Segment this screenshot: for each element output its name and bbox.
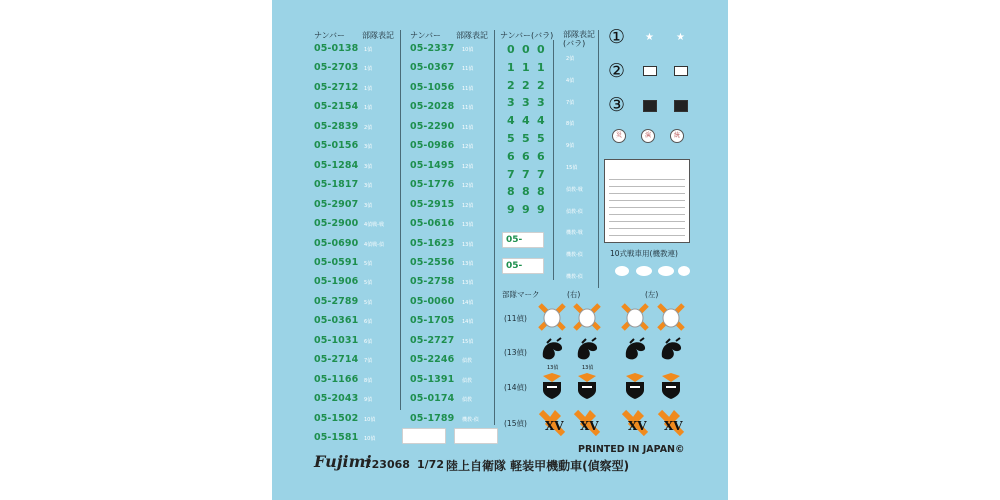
svg-text:XV: XV: [580, 419, 599, 433]
digit-decal: 2: [507, 78, 515, 92]
unit-decal: 2偵: [566, 56, 575, 62]
unit-decal: 10偵: [462, 47, 474, 53]
number-decal: 05-0138: [314, 43, 359, 54]
digit-decal: 4: [537, 114, 545, 128]
unit-decal: 4偵戦-戦: [364, 222, 384, 229]
emblem-caption: 13偵: [582, 365, 594, 371]
number-decal: 05-0616: [410, 218, 455, 230]
digit-decal: 5: [537, 132, 545, 145]
unit-decal: 3偵: [364, 163, 373, 170]
number-decal: 05-2907: [314, 198, 359, 210]
unit-decal: 11偵: [462, 105, 474, 112]
svg-text:XV: XV: [628, 419, 647, 433]
unit-decal: 9偵: [566, 143, 575, 150]
number-decal: 05-1495: [410, 159, 455, 171]
unit-decal: 3偵: [364, 202, 373, 209]
emblem-row-label: (13偵): [504, 348, 527, 357]
number-decal: 05-2839: [314, 120, 359, 132]
dragon-emblem-icon: [572, 337, 602, 365]
number-decal: 05-2703: [314, 62, 359, 74]
number-decal: 05-2043: [314, 393, 359, 405]
number-decal: 05-2727: [410, 334, 455, 346]
number-decal: 05-1284: [314, 159, 359, 171]
unit-decal: 14偵: [462, 299, 474, 306]
digit-decal: 8: [507, 185, 515, 199]
number-decal: 05-2337: [410, 43, 455, 54]
roman-xv-emblem-icon: [620, 408, 650, 436]
number-decal: 05-0174: [410, 393, 455, 405]
unit-decal: 11偵: [462, 124, 474, 131]
unit-decal: 6偵: [364, 338, 373, 345]
number-decal: 05-2915: [410, 198, 455, 210]
number-decal: 05-2758: [410, 276, 455, 288]
number-decal: 05-1705: [410, 315, 455, 327]
number-decal: 05-1817: [314, 179, 359, 191]
number-decal: 05-2246: [410, 354, 455, 366]
number-decal: 05-1502: [314, 412, 359, 424]
unit-decal: 3偵: [364, 144, 373, 151]
svg-text:XV: XV: [664, 419, 683, 433]
eagle-emblem-icon: [656, 303, 686, 331]
digit-decal: 9: [507, 203, 515, 217]
unit-decal: 機教-戦: [566, 230, 583, 237]
digit-decal: 6: [522, 149, 530, 163]
dragon-emblem-icon: [537, 337, 567, 365]
digit-decal: 1: [507, 60, 515, 74]
circled-number: ③: [608, 94, 626, 116]
header-number-loose: ナンバー(バラ): [500, 31, 554, 40]
unit-decal: 13偵: [462, 222, 474, 229]
digit-decal: 9: [522, 203, 530, 217]
digit-decal: 8: [537, 185, 545, 199]
unit-decal: 機教-偵: [566, 274, 583, 280]
number-decal: 05-1623: [410, 237, 455, 249]
unit-decal: 12偵: [462, 163, 474, 170]
unit-decal: 12偵: [462, 183, 474, 190]
plate-icon: [643, 66, 657, 76]
unit-decal: 機教-偵: [566, 252, 583, 259]
blank-decal: [454, 428, 498, 444]
unit-decal: 14偵: [462, 319, 474, 326]
unit-decal: 1偵: [364, 105, 373, 112]
eagle-emblem-icon: [572, 303, 602, 331]
digit-decal: 3: [522, 96, 530, 110]
unit-decal: 11偵: [462, 66, 474, 73]
number-decal: 05-0060: [410, 295, 455, 307]
number-decal: 05-1056: [410, 81, 455, 93]
plate-icon: [643, 100, 657, 112]
unit-decal: 機教-偵: [462, 416, 479, 423]
unit-decal: 10偵: [364, 416, 376, 423]
unit-decal: 5偵: [364, 260, 373, 267]
digit-decal: 7: [537, 167, 545, 181]
unit-decal: 13偵: [462, 260, 474, 267]
printed-note: PRINTED IN JAPAN©: [578, 444, 685, 455]
unit-decal: 10偵: [364, 436, 376, 442]
emblem-row-label: (15偵): [504, 419, 527, 428]
emblem-title: 部隊マーク: [502, 290, 540, 299]
shield-emblem-icon: [572, 372, 602, 400]
star-icon: ★: [676, 32, 685, 43]
unit-decal: 13偵: [462, 241, 474, 248]
number-decal: 05-2714: [314, 354, 359, 366]
number-decal: 05-2154: [314, 101, 359, 113]
divider: [400, 30, 401, 410]
eagle-emblem-icon: [537, 303, 567, 331]
unit-decal: 15偵: [566, 165, 578, 171]
unit-decal: 1偵: [364, 66, 373, 73]
unit-decal: 3偵: [364, 183, 373, 190]
unit-decal: 4偵戦-偵: [364, 241, 384, 248]
unit-decal: 1偵: [364, 47, 373, 53]
header-unit-1: 部隊表記: [362, 31, 394, 40]
prefix-decal: 05-: [502, 258, 544, 274]
unit-decal: 5偵: [364, 299, 373, 306]
number-decal: 05-2789: [314, 295, 359, 307]
kanji-mark: 統: [670, 129, 684, 143]
number-decal: 05-2028: [410, 101, 455, 113]
unit-decal: 9偵: [364, 397, 373, 404]
emblem-caption: 13偵: [547, 365, 559, 371]
scale: 1/72: [417, 458, 444, 471]
divider: [494, 30, 495, 425]
roman-xv-emblem-icon: [572, 408, 602, 436]
number-decal: 05-1906: [314, 276, 359, 288]
number-decal: 05-2900: [314, 218, 359, 230]
prefix-decal: 05-: [502, 232, 544, 248]
unit-decal: 8偵: [364, 377, 373, 384]
number-decal: 05-0690: [314, 237, 359, 249]
svg-text:XV: XV: [545, 419, 564, 433]
number-decal: 05-1581: [314, 432, 359, 443]
unit-decal: 11偵: [462, 85, 474, 92]
digit-decal: 1: [537, 60, 545, 74]
dragon-emblem-icon: [656, 337, 686, 365]
digit-decal: 5: [522, 132, 530, 145]
digit-decal: 2: [537, 78, 545, 92]
unit-decal: 12偵: [462, 202, 474, 209]
digit-decal: 6: [537, 149, 545, 163]
roman-xv-emblem-icon: [537, 408, 567, 436]
number-decal: 05-1166: [314, 373, 359, 385]
blank-decal: [402, 428, 446, 444]
number-decal: 05-0591: [314, 256, 359, 268]
unit-decal: 15偵: [462, 338, 474, 345]
plate-icon: [674, 66, 688, 76]
number-decal: 05-2556: [410, 256, 455, 268]
divider: [598, 30, 599, 288]
digit-decal: 4: [522, 114, 530, 128]
digit-decal: 7: [507, 167, 515, 181]
digit-decal: 2: [522, 78, 530, 92]
unit-decal: 2偵: [364, 124, 373, 131]
unit-decal: 4偵: [566, 77, 575, 84]
unit-decal: 偵教-戦: [566, 186, 583, 193]
digit-decal: 0: [522, 43, 530, 56]
circled-number: ②: [608, 60, 626, 82]
number-decal: 05-2290: [410, 120, 455, 132]
unit-decal: 偵教-偵: [566, 208, 583, 215]
circled-number: ①: [608, 26, 626, 48]
unit-decal: 偵教: [462, 358, 473, 365]
shield-emblem-icon: [620, 372, 650, 400]
shield-emblem-icon: [656, 372, 686, 400]
emblem-row-label: (11偵): [504, 314, 527, 323]
digit-decal: 9: [537, 203, 545, 217]
number-decal: 05-1789: [410, 412, 455, 424]
tank-caption: 10式戦車用(機教連): [610, 249, 678, 258]
digit-decal: 8: [522, 185, 530, 199]
kanji-mark: 演: [641, 129, 655, 143]
unit-decal: 12偵: [462, 144, 474, 151]
emblem-right-label: (右): [567, 290, 581, 299]
number-decal: 05-1031: [314, 334, 359, 346]
header-number-2: ナンバー: [410, 31, 442, 40]
unit-decal: 8偵: [566, 121, 575, 128]
unit-decal: 6偵: [364, 319, 373, 326]
shield-emblem-icon: [537, 372, 567, 400]
digit-decal: 7: [522, 167, 530, 181]
digit-decal: 5: [507, 132, 515, 145]
eagle-emblem-icon: [620, 303, 650, 331]
number-decal: 05-0986: [410, 140, 455, 152]
emblem-row-label: (14偵): [504, 383, 527, 392]
header-unit-2: 部隊表記: [456, 31, 488, 40]
unit-decal: 5偵: [364, 280, 373, 287]
number-decal: 05-0361: [314, 315, 359, 327]
number-decal: 05-0156: [314, 140, 359, 152]
digit-decal: 3: [507, 96, 515, 110]
unit-decal: 1偵: [364, 85, 373, 92]
unit-decal: 7偵: [364, 358, 373, 365]
plate-icon: [674, 100, 688, 112]
vehicle-data-plate: [604, 159, 690, 243]
digit-decal: 1: [522, 60, 530, 74]
digit-decal: 3: [537, 96, 545, 110]
cloud-decal-icon: [612, 262, 692, 278]
number-decal: 05-1391: [410, 373, 455, 385]
roman-xv-emblem-icon: [656, 408, 686, 436]
number-decal: 05-0367: [410, 62, 455, 74]
unit-decal: 偵教: [462, 397, 473, 404]
dragon-emblem-icon: [620, 337, 650, 365]
digit-decal: 0: [537, 43, 545, 56]
header-unit-loose: 部隊表記 (バラ): [563, 30, 595, 48]
digit-decal: 4: [507, 114, 515, 128]
star-icon: ★: [645, 32, 654, 43]
divider: [553, 40, 554, 280]
brand-logo: Fujimi: [314, 452, 372, 471]
unit-decal: 偵教: [462, 377, 473, 384]
kanji-mark: 災: [612, 129, 626, 143]
digit-decal: 6: [507, 149, 515, 163]
emblem-left-label: (左): [645, 290, 659, 299]
header-number-1: ナンバー: [314, 31, 346, 40]
number-decal: 05-1776: [410, 179, 455, 191]
digit-decal: 0: [507, 43, 515, 56]
product-code: 723068: [364, 458, 410, 471]
unit-decal: 13偵: [462, 280, 474, 287]
product-title: 陸上自衛隊 軽装甲機動車(偵察型): [446, 459, 630, 473]
number-decal: 05-2712: [314, 81, 359, 93]
unit-decal: 7偵: [566, 99, 575, 106]
